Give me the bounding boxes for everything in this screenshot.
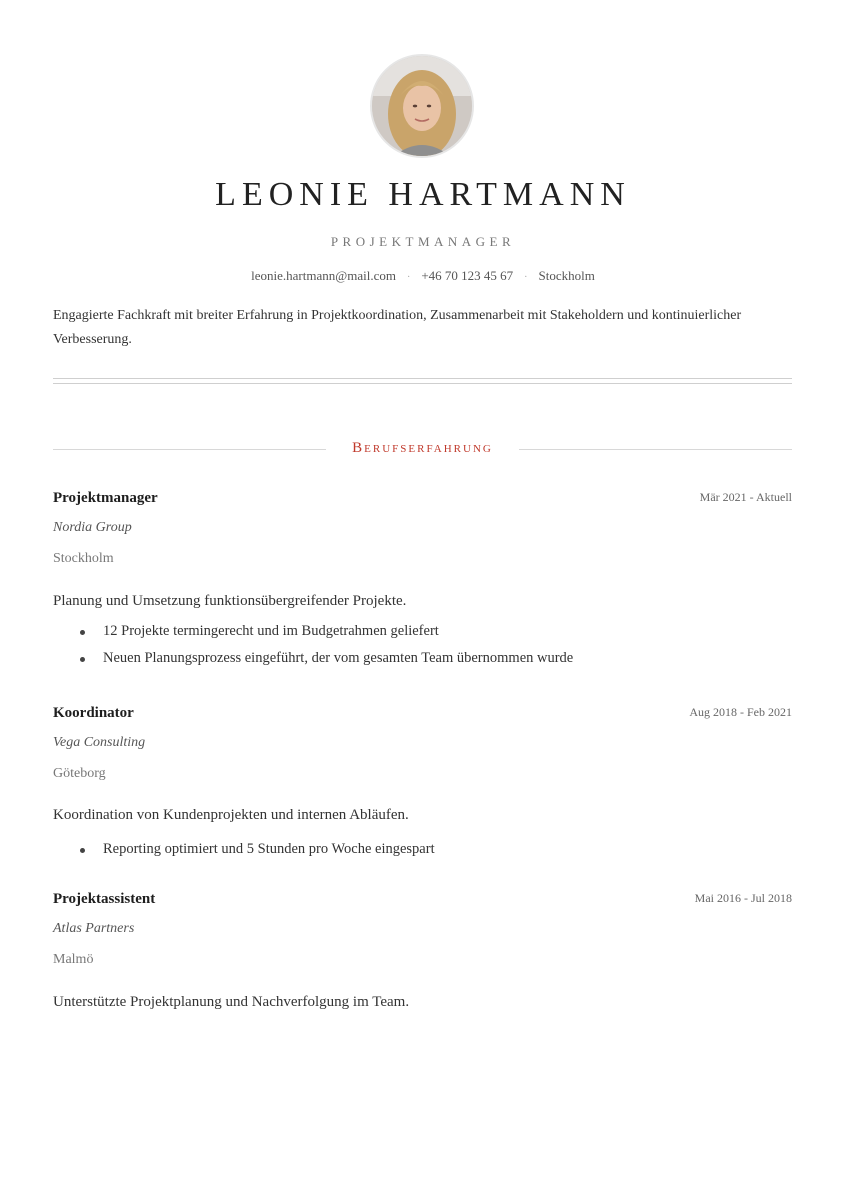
profile-summary: Engagierte Fachkraft mit breiter Erfahrung in Projektkoordination, Zusammenarbeit mit Stakeholdern und kontinuierlicher Verbesserung. [53,308,742,347]
contact-phone[interactable]: +46 70 123 45 67 [421,268,514,283]
job-title: Projektassistent [53,891,156,907]
section-title: Berufserfahrung [352,440,493,456]
contact-email[interactable]: leonie.hartmann@mail.com [251,268,396,283]
header-divider [53,378,792,384]
job-city: Stockholm [53,551,114,566]
contact-separator: · [406,272,411,283]
avatar [370,54,474,158]
job-company: Nordia Group [53,520,132,535]
candidate-role: PROJEKTMANAGER [330,234,516,249]
job-title: Koordinator [53,705,134,721]
section-rule-right [519,449,792,450]
job-achievements [53,836,435,863]
job-company: Vega Consulting [53,735,146,750]
job-dates: Aug 2018 - Feb 2021 [689,705,792,719]
achievement-item: Reporting optimiert und 5 Stunden pro Woche eingespart [53,836,435,863]
profile-photo [372,56,472,156]
job-dates: Mai 2016 - Jul 2018 [694,891,792,905]
job-city: Malmö [53,952,94,967]
job-description: Koordination von Kundenprojekten und internen Abläufen. [53,807,409,823]
candidate-name: LEONIE HARTMANN [215,176,631,213]
contact-separator: · [524,272,528,283]
achievement-item: Neuen Planungsprozess eingeführt, der vom gesamten Team übernommen wurde [53,645,573,672]
job-description: Planung und Umsetzung funktionsübergreifender Projekte. [53,593,407,609]
section-heading-experience [53,440,792,460]
job-company: Atlas Partners [53,921,135,936]
contact-line [0,268,846,284]
job-description: Unterstützte Projektplanung und Nachverfolgung im Team. [53,994,410,1010]
job-achievements [53,618,573,672]
achievement-item: 12 Projekte termingerecht und im Budgetrahmen geliefert [53,618,573,645]
job-dates: Mär 2021 - Aktuell [699,490,792,504]
job-title: Projektmanager [53,490,158,506]
contact-city: Stockholm [538,268,595,283]
job-city: Göteborg [53,766,106,781]
